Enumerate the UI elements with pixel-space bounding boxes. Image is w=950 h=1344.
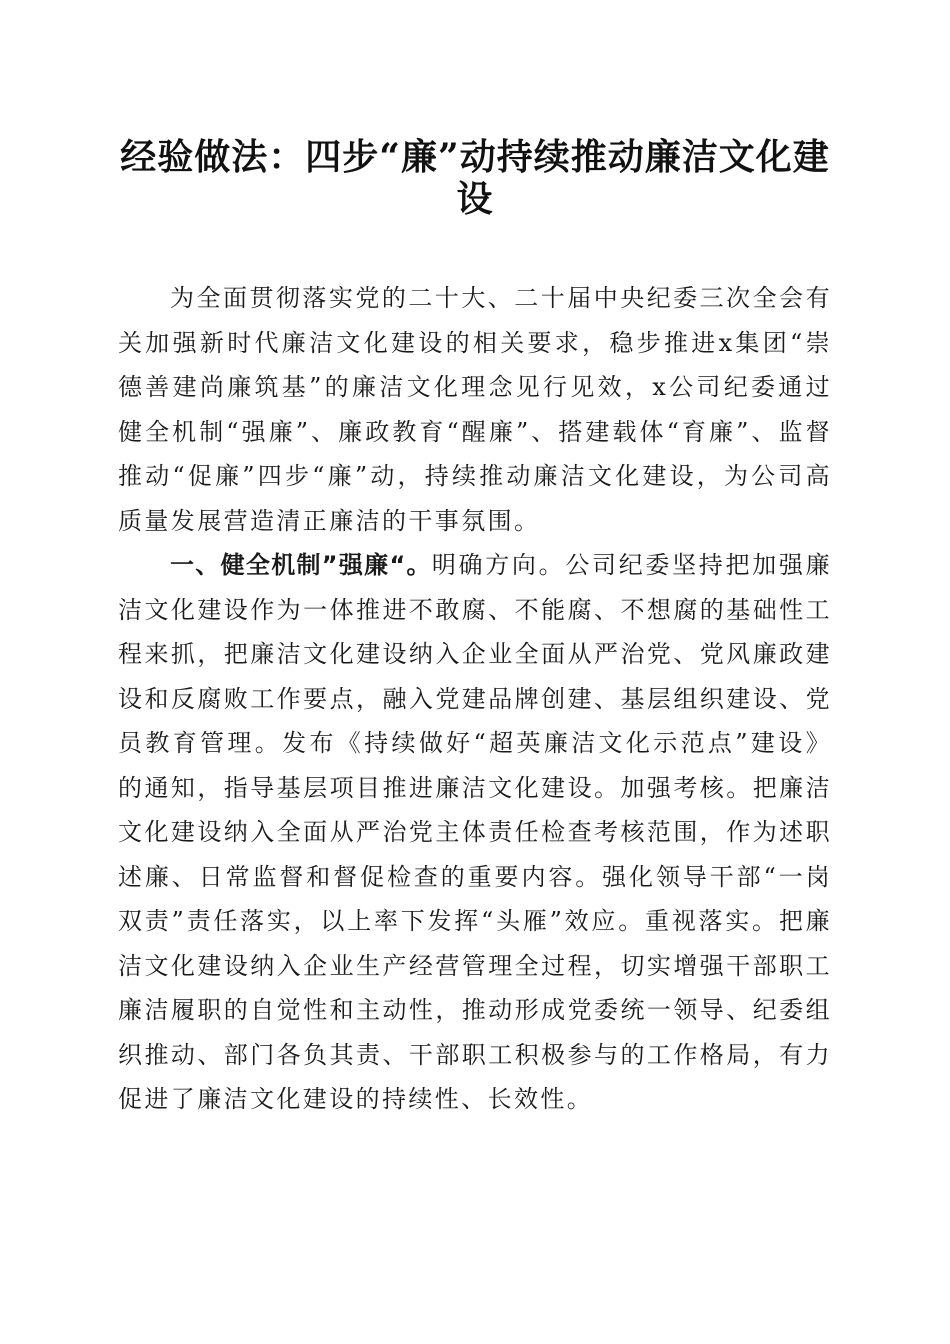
document-body <box>118 276 832 1122</box>
document-title: 经验做法：四步“廉”动持续推动廉洁文化建设 <box>120 136 830 220</box>
paragraph-text: 明确方向。公司纪委坚持把加强廉洁文化建设作为一体推进不敢腐、不能腐、不想腐的基础性工程来抓，把廉洁文化建设纳入企业全面从严治党、党风廉政建设和反腐败工作要点，融入党建品牌创建、基层组织建设、党员教育管理。发布《持续做好“超英廉洁文化示范点”建设》的通知，指导基层项目推进廉洁文化建设。加强考核。把廉洁文化建设纳入全面从严治党主体责任检查考核范围，作为述职述廉、日常监督和督促检查的重要内容。强化领导干部“一岗双责”责任落实，以上率下发挥“头雁”效应。重视落实。把廉洁文化建设纳入企业生产经营管理全过程，切实增强干部职工廉洁履职的自觉性和主动性，推动形成党委统一领导、纪委组织推动、部门各负其责、干部职工积极参与的工作格局，有力促进了廉洁文化建设的持续性、长效性。 <box>118 551 833 1113</box>
intro-paragraph <box>118 276 832 543</box>
section-heading: 一、健全机制”强廉“。 <box>170 551 432 579</box>
paragraph-text: 为全面贯彻落实党的二十大、二十届中央纪委三次全会有关加强新时代廉洁文化建设的相关要求，稳步推进x集团“崇德善建尚廉筑基”的廉洁文化理念见行见效，x公司纪委通过健全机制“强廉”、廉政教育“醒廉”、搭建载体“育廉”、监督推动“促廉”四步“廉”动，持续推动廉洁文化建设，为公司高质量发展营造清正廉洁的干事氛围。 <box>118 284 832 535</box>
section-one-paragraph <box>118 543 832 1122</box>
